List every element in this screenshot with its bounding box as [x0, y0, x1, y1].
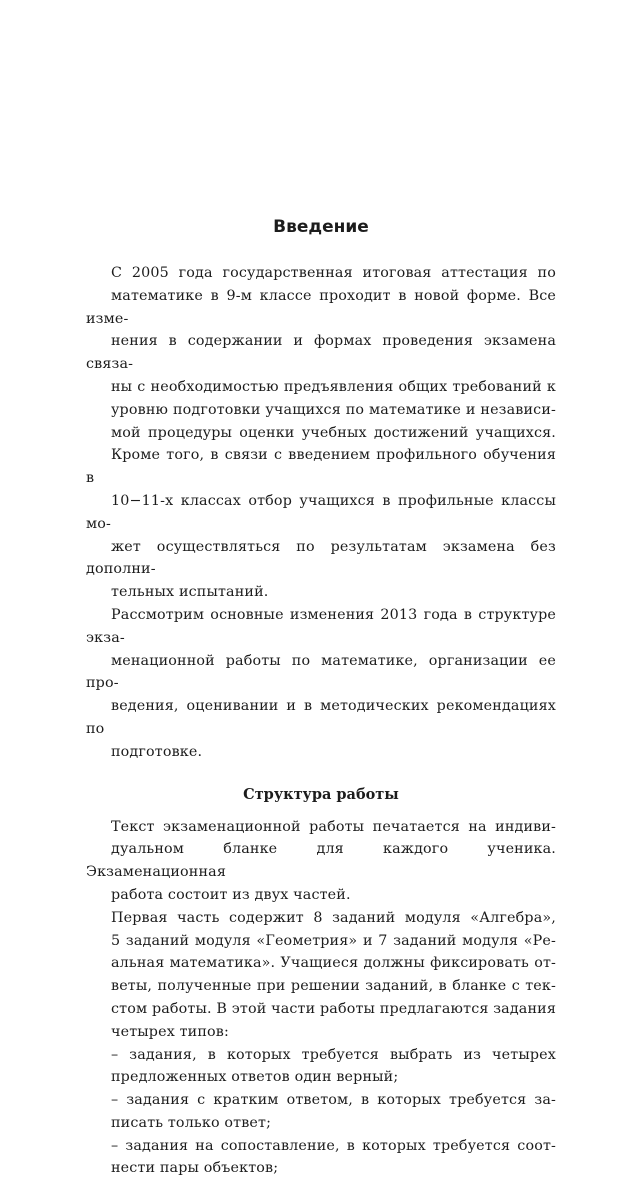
text-line: уровню подготовки учащихся по математике и независи-: [111, 401, 556, 418]
structure-paragraph-2: [86, 907, 556, 1044]
chapter-title: Введение: [273, 217, 369, 237]
intro-paragraph-1: [86, 262, 556, 604]
list-item-3: [86, 1135, 556, 1180]
text-line: 5 заданий модуля «Геометрия» и 7 заданий модуля «Ре-: [111, 932, 556, 949]
text-line: Первая часть содержит 8 заданий модуля «Алгебра»,: [111, 909, 556, 926]
text-line: четырех типов:: [111, 1023, 229, 1040]
text-line: ведения, оценивании и в методических рекомендациях по: [86, 698, 556, 737]
text-line: тельных испытаний.: [111, 584, 269, 601]
text-line: альная математика». Учащиеся должны фиксировать от-: [111, 955, 556, 972]
text-line: стом работы. В этой части работы предлагаются задания: [111, 1000, 556, 1017]
text-line: нести пары объектов;: [111, 1160, 279, 1177]
text-line: 10−11-х классах отбор учащихся в профильные классы мо-: [86, 492, 556, 532]
text-line: дуальном бланке для каждого ученика. Экзаменационная: [86, 841, 556, 881]
list-item-2: [86, 1089, 556, 1135]
text-line: жет осуществляться по результатам экзамена без дополни-: [86, 538, 556, 578]
text-line: работа состоит из двух частей.: [111, 886, 351, 903]
text-line: математике в 9-м классе проходит в новой форме. Все изме-: [86, 287, 556, 327]
text-line: менационной работы по математике, организации ее про-: [86, 652, 556, 692]
body-text: [86, 262, 556, 1180]
structure-paragraph-1: [86, 816, 556, 907]
list-item-1: [86, 1044, 556, 1090]
section-title: Структура работы: [243, 785, 399, 803]
text-line: веты, полученные при решении заданий, в бланке с тек-: [111, 978, 556, 995]
text-line: писать только ответ;: [111, 1114, 272, 1131]
text-line: предложенных ответов один верный;: [111, 1069, 399, 1086]
text-line: – задания на сопоставление, в которых требуется соот-: [111, 1137, 556, 1154]
text-line: подготовке.: [111, 743, 203, 760]
text-line: Кроме того, в связи с введением профильного обучения в: [86, 447, 556, 487]
text-line: Текст экзаменационной работы печатается на индиви-: [111, 818, 556, 835]
text-line: – задания с кратким ответом, в которых требуется за-: [111, 1092, 556, 1109]
text-line: ны с необходимостью предъявления общих требований к: [111, 378, 556, 395]
text-line: С 2005 года государственная итоговая аттестация по: [111, 265, 556, 281]
text-line: нения в содержании и формах проведения экзамена связа-: [86, 333, 556, 373]
intro-paragraph-2: [86, 604, 556, 764]
text-line: Рассмотрим основные изменения 2013 года в структуре экза-: [86, 606, 556, 646]
text-line: мой процедуры оценки учебных достижений учащихся.: [111, 424, 556, 441]
text-line: – задания, в которых требуется выбрать из четырех: [111, 1046, 556, 1063]
